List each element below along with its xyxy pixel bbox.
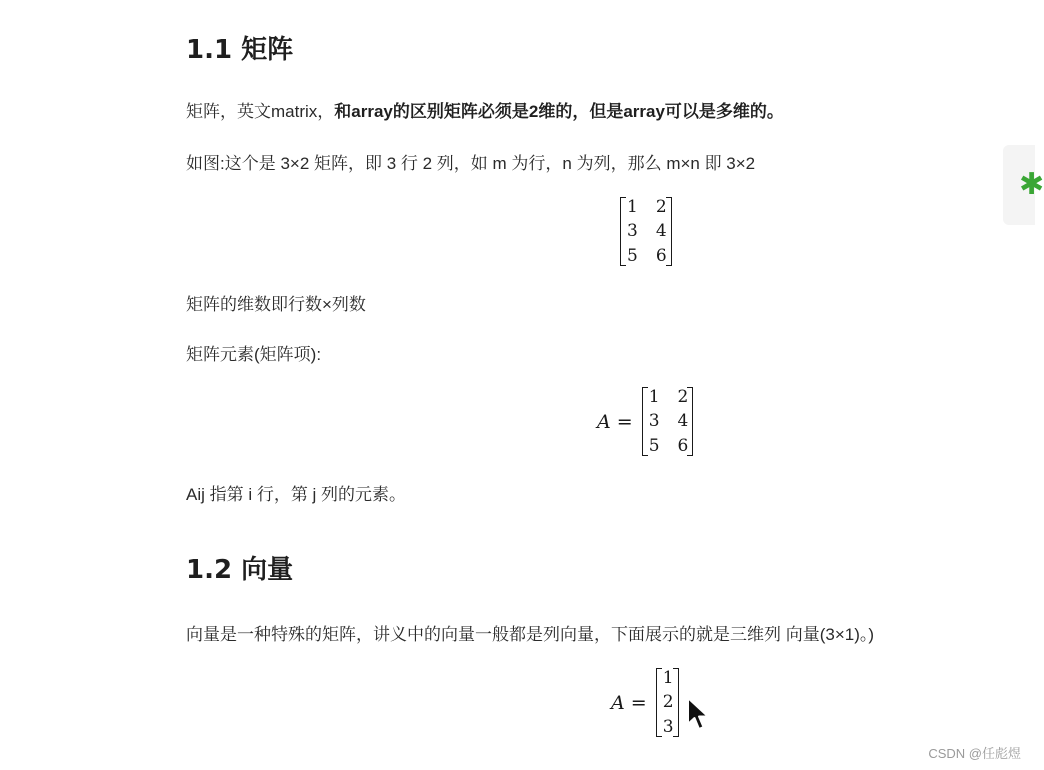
matrix-entry: 3 (662, 716, 674, 737)
matrix-entry: 2 (677, 387, 689, 407)
matrix-entry: 5 (627, 245, 638, 266)
matrix-grid (627, 197, 667, 266)
aij-text: Aij 指第 i 行，第 j 列的元素。 (186, 485, 407, 504)
matrix-entry: 1 (662, 668, 674, 688)
matrix-entry: 2 (655, 197, 667, 217)
matrix-intro-normal: 矩阵，英文matrix， (186, 102, 335, 121)
matrix-intro (186, 102, 784, 122)
matrix-entry: 1 (627, 197, 638, 217)
matrix-a-label: A = (597, 410, 633, 433)
section-heading-matrix: 1.1 矩阵 (186, 35, 294, 65)
matrix-entry: 1 (648, 387, 660, 407)
matrix-entry: 6 (677, 435, 689, 456)
mouse-pointer-icon (686, 696, 712, 732)
section-heading-vector: 1.2 向量 (186, 555, 294, 585)
green-leaf-icon[interactable]: ✱ (1019, 167, 1044, 202)
vector-a-display (611, 668, 679, 737)
matrix-a-grid (649, 387, 689, 456)
matrix-element-text: 矩阵元素(矩阵项): (186, 345, 322, 364)
matrix-entry: 4 (677, 411, 689, 432)
vector-grid (663, 668, 674, 737)
matrix-brackets (620, 197, 672, 266)
matrix-entry: 4 (655, 221, 667, 242)
matrix-entry: 3 (627, 221, 638, 242)
matrix-entry: 3 (648, 411, 660, 432)
matrix-intro-bold: 和array的区别矩阵必须是2维的，但是array可以是多维的。 (334, 102, 784, 121)
vector-brackets (656, 668, 679, 737)
matrix-entry: 6 (655, 245, 667, 266)
matrix-3x2-display (620, 197, 672, 266)
vector-a-label: A = (611, 691, 647, 714)
vector-text: 向量是一种特殊的矩阵，讲义中的向量一般都是列向量，下面展示的就是三维列 向量(3×1)。) (186, 625, 875, 644)
matrix-a-brackets (642, 387, 694, 456)
csdn-watermark: CSDN @任彪煜 (928, 746, 1021, 761)
matrix-figure-text: 如图:这个是 3×2 矩阵，即 3 行 2 列，如 m 为行，n 为列，那么 m×n 即 3×2 (186, 154, 756, 173)
matrix-dimension-text: 矩阵的维数即行数×列数 (186, 295, 366, 314)
matrix-a-display (597, 387, 693, 456)
matrix-entry: 2 (662, 692, 674, 713)
matrix-entry: 5 (648, 435, 660, 456)
